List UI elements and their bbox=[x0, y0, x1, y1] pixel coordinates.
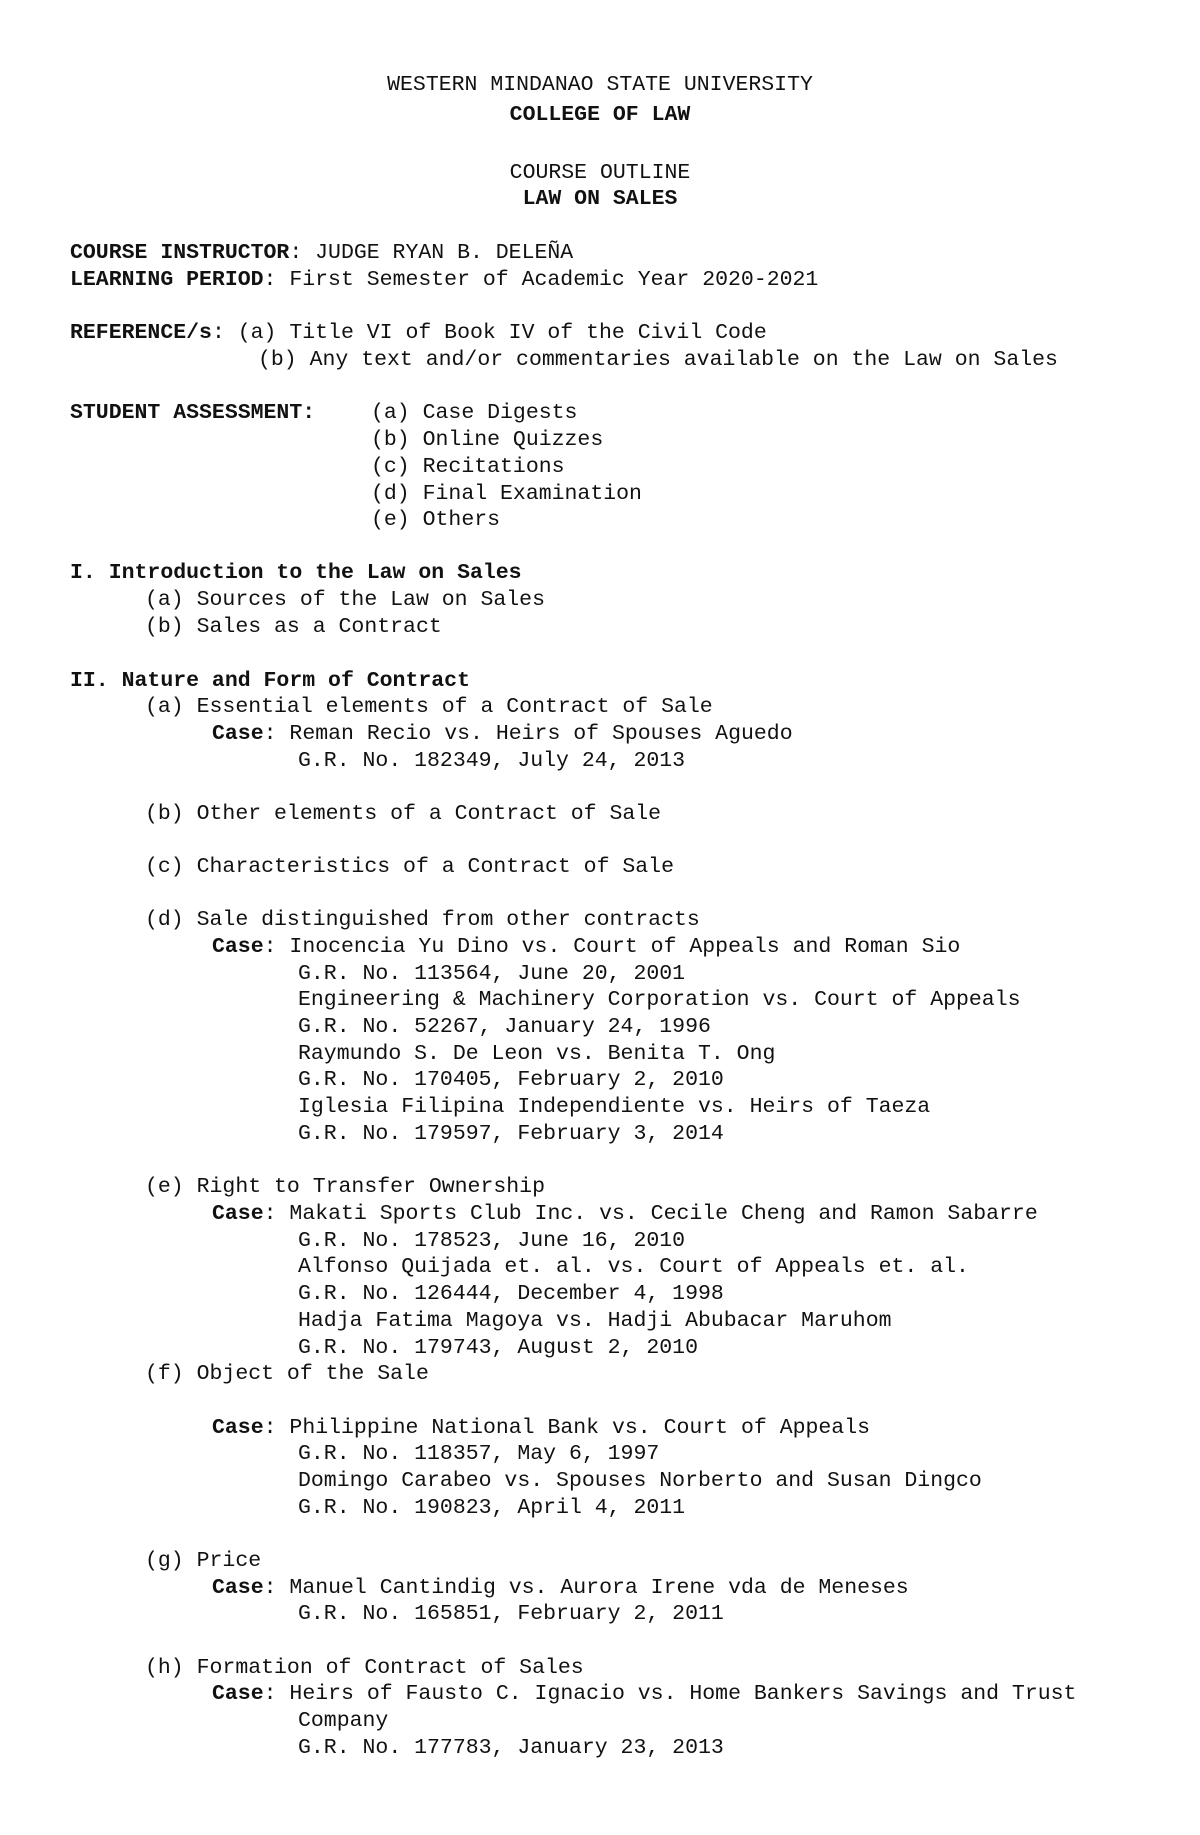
case-label: Case bbox=[212, 722, 264, 746]
case-label: Case bbox=[212, 1202, 264, 1226]
outline-label: COURSE OUTLINE bbox=[509, 161, 691, 185]
outline-item: (a) Essential elements of a Contract of Sale bbox=[145, 695, 713, 719]
case-name: : Inocencia Yu Dino vs. Court of Appeals and Roman Sio bbox=[263, 935, 961, 959]
reference-label: REFERENCE/s bbox=[70, 321, 212, 345]
case-citation: G.R. No. 165851, February 2, 2011 bbox=[298, 1602, 724, 1626]
university-name: WESTERN MINDANAO STATE UNIVERSITY bbox=[387, 73, 813, 97]
assessment-item: (a) Case Digests bbox=[371, 401, 578, 425]
reference-item: : (a) Title VI of Book IV of the Civil Code bbox=[211, 321, 767, 345]
case-line bbox=[212, 1201, 1038, 1227]
outline-item: (h) Formation of Contract of Sales bbox=[145, 1656, 584, 1680]
outline-item: (a) Sources of the Law on Sales bbox=[145, 588, 545, 612]
instructor-label: COURSE INSTRUCTOR bbox=[70, 241, 290, 265]
case-line bbox=[212, 934, 960, 960]
reference-line-a bbox=[70, 320, 767, 346]
instructor-line bbox=[70, 240, 573, 266]
case-name: : Philippine National Bank vs. Court of Appeals bbox=[263, 1416, 871, 1440]
case-citation: G.R. No. 182349, July 24, 2013 bbox=[298, 749, 686, 773]
case-citation: G.R. No. 179597, February 3, 2014 bbox=[298, 1122, 724, 1146]
case-citation: G.R. No. 52267, January 24, 1996 bbox=[298, 1015, 711, 1039]
case-citation: G.R. No. 177783, January 23, 2013 bbox=[298, 1736, 724, 1760]
outline-item: (g) Price bbox=[145, 1549, 262, 1573]
course-title: LAW ON SALES bbox=[522, 187, 678, 211]
case-name-continued: Company bbox=[298, 1709, 389, 1733]
assessment-item: (d) Final Examination bbox=[371, 482, 642, 506]
outline-item: (b) Sales as a Contract bbox=[145, 615, 442, 639]
case-citation: G.R. No. 118357, May 6, 1997 bbox=[298, 1442, 660, 1466]
instructor-value: : JUDGE RYAN B. DELEÑA bbox=[289, 241, 574, 265]
assessment-item: (e) Others bbox=[371, 508, 501, 532]
case-citation: G.R. No. 190823, April 4, 2011 bbox=[298, 1496, 686, 1520]
case-label: Case bbox=[212, 1576, 264, 1600]
period-label: LEARNING PERIOD bbox=[70, 268, 264, 292]
case-name: : Reman Recio vs. Heirs of Spouses Aguedo bbox=[263, 722, 793, 746]
case-line bbox=[212, 721, 793, 747]
case-name: Domingo Carabeo vs. Spouses Norberto and Susan Dingco bbox=[298, 1469, 982, 1493]
case-name: Alfonso Quijada et. al. vs. Court of Appeals et. al. bbox=[298, 1255, 969, 1279]
case-name: Raymundo S. De Leon vs. Benita T. Ong bbox=[298, 1042, 776, 1066]
case-citation: G.R. No. 179743, August 2, 2010 bbox=[298, 1336, 698, 1360]
section-heading: I. Introduction to the Law on Sales bbox=[70, 561, 522, 585]
outline-item: (c) Characteristics of a Contract of Sale bbox=[145, 855, 674, 879]
period-value: : First Semester of Academic Year 2020-2021 bbox=[263, 268, 819, 292]
case-name: : Manuel Cantindig vs. Aurora Irene vda de Meneses bbox=[263, 1576, 909, 1600]
college-name: COLLEGE OF LAW bbox=[509, 103, 691, 127]
outline-item: (b) Other elements of a Contract of Sale bbox=[145, 802, 662, 826]
outline-item: (d) Sale distinguished from other contracts bbox=[145, 908, 700, 932]
case-name: : Makati Sports Club Inc. vs. Cecile Cheng and Ramon Sabarre bbox=[263, 1202, 1038, 1226]
case-citation: G.R. No. 126444, December 4, 1998 bbox=[298, 1282, 724, 1306]
outline-item: (f) Object of the Sale bbox=[145, 1362, 429, 1386]
assessment-item: (b) Online Quizzes bbox=[371, 428, 604, 452]
case-name: : Heirs of Fausto C. Ignacio vs. Home Bankers Savings and Trust bbox=[263, 1682, 1077, 1706]
case-label: Case bbox=[212, 1682, 264, 1706]
case-name: Hadja Fatima Magoya vs. Hadji Abubacar Maruhom bbox=[298, 1309, 892, 1333]
section-heading: II. Nature and Form of Contract bbox=[70, 669, 470, 693]
case-line bbox=[212, 1681, 1076, 1707]
case-line bbox=[212, 1415, 870, 1441]
case-label: Case bbox=[212, 935, 264, 959]
case-citation: G.R. No. 178523, June 16, 2010 bbox=[298, 1229, 686, 1253]
case-name: Engineering & Machinery Corporation vs. Court of Appeals bbox=[298, 988, 1021, 1012]
assessment-item: (c) Recitations bbox=[371, 455, 565, 479]
outline-item: (e) Right to Transfer Ownership bbox=[145, 1175, 545, 1199]
case-label: Case bbox=[212, 1416, 264, 1440]
assessment-label: STUDENT ASSESSMENT: bbox=[70, 401, 316, 425]
reference-item: (b) Any text and/or commentaries available on the Law on Sales bbox=[258, 348, 1058, 372]
case-line bbox=[212, 1575, 909, 1601]
case-name: Iglesia Filipina Independiente vs. Heirs of Taeza bbox=[298, 1095, 931, 1119]
learning-period-line bbox=[70, 267, 818, 293]
case-citation: G.R. No. 170405, February 2, 2010 bbox=[298, 1068, 724, 1092]
case-citation: G.R. No. 113564, June 20, 2001 bbox=[298, 962, 686, 986]
